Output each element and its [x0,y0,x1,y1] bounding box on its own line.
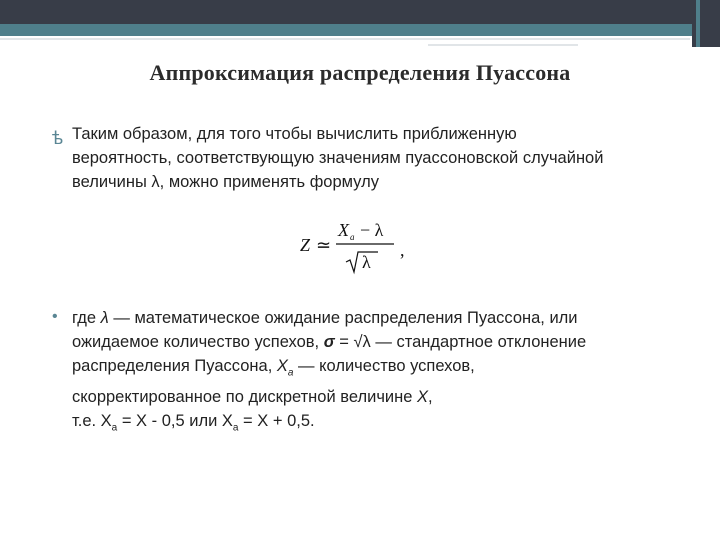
formula-lhs: Z [300,235,311,255]
header-accent-bar [0,24,720,36]
formula-approx-sign: ≃ [316,235,332,255]
intro-line: вероятность, соответствующую значениям пуассоновской случайной [72,149,604,167]
explanation-line: т.е. $X_a = X - 0,5$ или $X_a = X + 0,5$. [72,412,315,434]
explanation-paragraph [72,306,692,441]
header-bar [0,0,720,24]
bullet-dot-icon: • [52,308,58,325]
formula-denominator: λ [362,252,371,272]
header-rule [0,38,690,40]
formula-numerator-sub: a [350,232,355,242]
formula-numerator-var: X [338,220,349,240]
explanation-line: распределения Пуассона, $X_a$ — количество успехов, [72,357,475,379]
intro-line: величины λ, можно применять формулу [72,173,379,191]
explanation-line: скорректированное по дискретной величине X, [72,388,433,407]
explanation-line: где λ — математическое ожидание распределения Пуассона, или [72,309,578,327]
slide-title: Аппроксимация распределения Пуассона [149,60,571,85]
explanation-line: ожидаемое количество успехов, σ = √λ — стандартное отклонение [72,333,587,351]
intro-paragraph [72,122,682,194]
header-corner-stripe [696,0,700,47]
intro-line: Таким образом, для того чтобы вычислить приближенную [72,125,517,143]
bullet-icon: ѣ [52,128,64,148]
poisson-approx-formula [296,218,426,278]
formula-numerator-rest: − λ [360,220,384,240]
formula-trailing-comma: , [400,240,405,260]
header-rule-short [428,44,578,46]
